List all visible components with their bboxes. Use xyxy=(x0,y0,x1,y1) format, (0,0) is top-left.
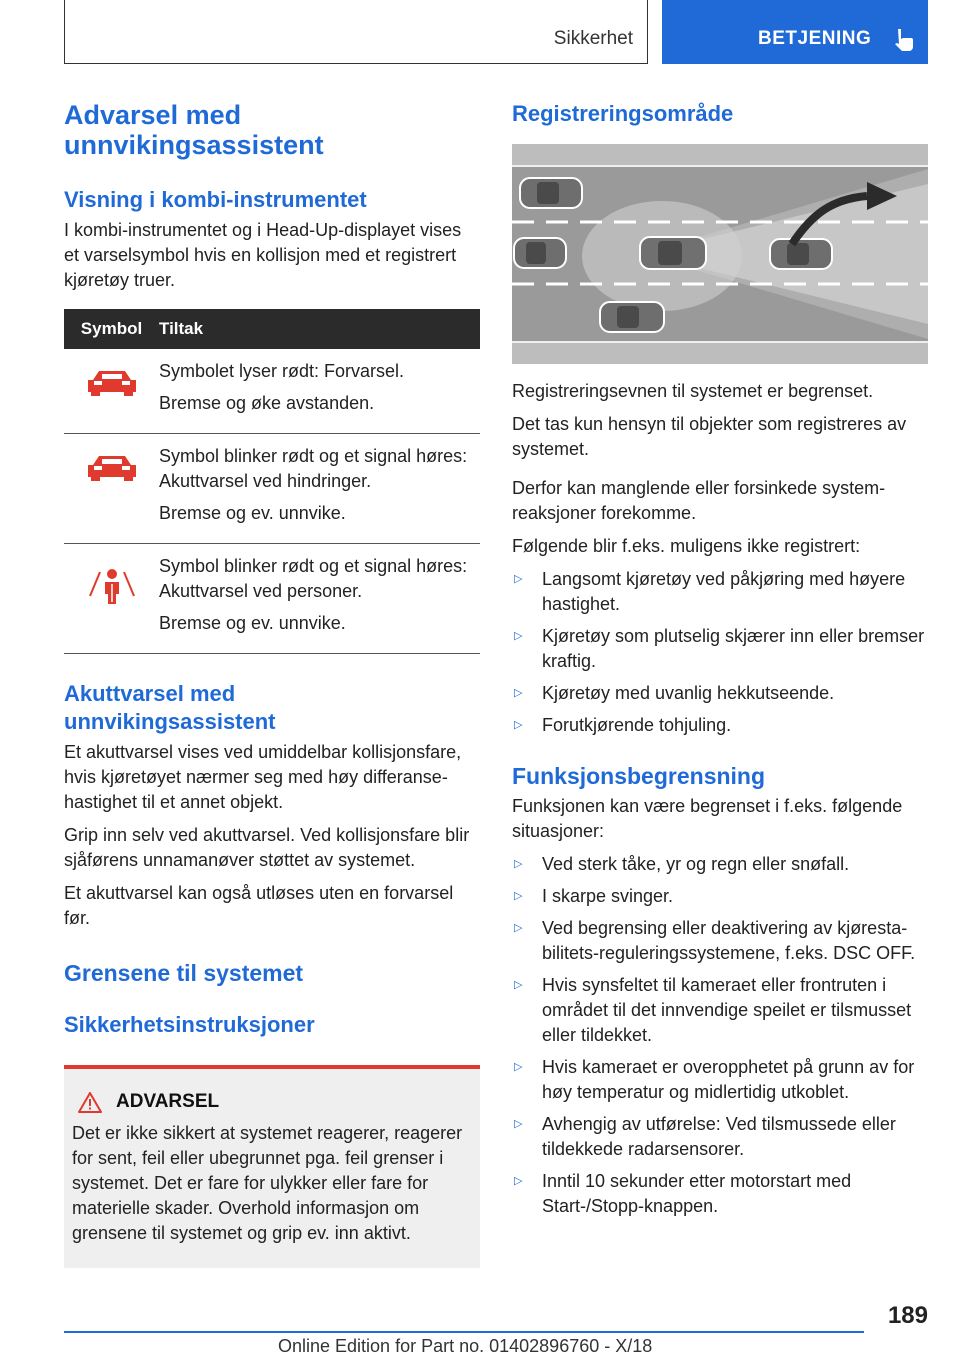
list-item: ▷ Hvis synsfeltet til kameraet eller frontruten i området til det innvendige speilet er tilsmusset eller tildekket. xyxy=(514,975,912,1045)
triangle-bullet-icon: ▷ xyxy=(514,719,523,731)
warning-text: Det er ikke sikkert at systemet reagerer, reagerer for sent, feil eller ubegrunnet pga. feil grenser i systemet. Det er fare for ulykker eller fare for materielle skader. Overhold informasjon om grensene til systemet og grip ev. inn aktivt. xyxy=(72,1123,463,1243)
list-item: ▷ Ved sterk tåke, yr og regn eller snøfall. xyxy=(514,854,850,874)
person-warning-icon xyxy=(86,562,138,606)
car-shape xyxy=(770,239,832,269)
triangle-bullet-icon: ▷ xyxy=(514,1118,523,1130)
warning-label: ADVARSEL xyxy=(116,1091,220,1112)
list-item: ▷ Avhengig av utførelse: Ved tilsmussede eller tildekkede radarsensorer. xyxy=(514,1114,896,1159)
table-header-action: Tiltak xyxy=(159,309,480,349)
list-item: ▷ I skarpe svinger. xyxy=(514,886,674,906)
safety-heading: Sikkerhetsinstruksjoner xyxy=(64,1012,315,1037)
header-section-title: Sikkerhet xyxy=(553,28,633,49)
symbol-table xyxy=(64,309,480,654)
acute-paragraph: Et akuttvarsel vises ved umiddelbar kollisjonsfare, hvis kjøretøyet nærmer seg med høy differansehastighet til et annet objekt. xyxy=(64,742,462,812)
triangle-bullet-icon: ▷ xyxy=(514,1061,523,1073)
left-column xyxy=(64,100,480,1268)
car-shape xyxy=(514,238,566,268)
list-item: ▷ Kjøretøy som plutselig skjærer inn eller bremser kraftig. xyxy=(514,626,925,671)
list-item: ▷ Ved begrensing eller deaktivering av kjørestabilitets-reguleringssystemene, f.eks. DSC OFF. xyxy=(514,918,916,963)
list-item: ▷ Inntil 10 sekunder etter motorstart med Start-/Stopp-knappen. xyxy=(514,1171,852,1216)
header-section-box xyxy=(64,0,648,64)
table-cell-line: Bremse og ev. unnvike. xyxy=(159,613,346,633)
car-shape xyxy=(600,302,664,332)
detection-area-illustration xyxy=(512,144,928,364)
registration-paragraph: Derfor kan manglende eller forsinkede systemreaksjoner forekomme. xyxy=(512,478,886,523)
triangle-bullet-icon: ▷ xyxy=(514,573,523,585)
triangle-bullet-icon: ▷ xyxy=(514,1175,523,1187)
registration-paragraph: Det tas kun hensyn til objekter som registreres av systemet. xyxy=(512,414,907,459)
page-title: Advarsel med unnvikingsassistent xyxy=(64,100,324,160)
registration-paragraph: Følgende blir f.eks. muligens ikke registrert: xyxy=(512,536,861,556)
footer-divider xyxy=(64,1331,864,1333)
function-limit-heading: Funksjonsbegrensning xyxy=(512,763,766,789)
triangle-bullet-icon: ▷ xyxy=(514,687,523,699)
list-item: ▷ Langsomt kjøretøy ved påkjøring med høyere hastighet. xyxy=(514,569,906,614)
page-header xyxy=(64,0,928,64)
function-limit-list xyxy=(512,852,928,1219)
page-number: 189 xyxy=(887,1302,928,1329)
header-chapter-title: BETJENING xyxy=(758,28,872,49)
warning-box xyxy=(64,1065,480,1268)
triangle-bullet-icon: ▷ xyxy=(514,858,523,870)
table-cell-line: Symbol blinker rødt og et signal høres: Akuttvarsel ved hindringer. xyxy=(159,446,468,491)
car-shape xyxy=(520,178,582,208)
registration-list xyxy=(512,567,928,738)
table-cell-line: Bremse og ev. unnvike. xyxy=(159,503,346,523)
list-item: ▷ Kjøretøy med uvanlig hekkutseende. xyxy=(514,683,835,703)
triangle-bullet-icon: ▷ xyxy=(514,630,523,642)
registration-paragraph: Registreringsevnen til systemet er begrenset. xyxy=(512,381,874,401)
table-header-row xyxy=(64,309,480,349)
acute-paragraph: Grip inn selv ved akuttvarsel. Ved kollisjonsfare blir sjåførens unnamanøver støttet av systemet. xyxy=(64,825,470,870)
acute-heading: Akuttvarsel med unnvikingsassistent xyxy=(64,681,276,734)
table-cell-line: Symbolet lyser rødt: Forvarsel. xyxy=(159,361,405,381)
display-text: I kombi-instrumentet og i Head-Up-displayet vises et varselsymbol hvis en kollisjon med et registrert kjøretøy truer. xyxy=(64,220,462,290)
triangle-bullet-icon: ▷ xyxy=(514,922,523,934)
triangle-bullet-icon: ▷ xyxy=(514,979,523,991)
table-cell-line: Bremse og øke avstanden. xyxy=(159,393,375,413)
triangle-bullet-icon: ▷ xyxy=(514,890,523,902)
pointing-hand-icon xyxy=(891,27,917,53)
table-header-symbol: Symbol xyxy=(64,309,159,349)
warning-triangle-icon xyxy=(78,1092,102,1113)
list-item: ▷ Hvis kameraet er overopphetet på grunn av for høy temperatur og midlertidig utkoblet. xyxy=(514,1057,915,1102)
list-item: ▷ Forutkjørende tohjuling. xyxy=(514,715,732,735)
function-limit-intro: Funksjonen kan være begrenset i f.eks. følgende situasjoner: xyxy=(512,796,903,841)
car-warning-icon xyxy=(86,367,138,397)
warning-title xyxy=(78,1091,470,1113)
car-warning-icon xyxy=(86,452,138,482)
car-shape xyxy=(640,237,706,269)
limits-heading: Grensene til systemet xyxy=(64,960,304,986)
table-row xyxy=(64,434,480,544)
header-chapter-box xyxy=(662,0,928,64)
registration-heading: Registreringsområde xyxy=(512,101,734,126)
table-row xyxy=(64,544,480,654)
table-row xyxy=(64,349,480,434)
table-cell-line: Symbol blinker rødt og et signal høres: Akuttvarsel ved personer. xyxy=(159,556,468,601)
acute-paragraph: Et akuttvarsel kan også utløses uten en forvarsel før. xyxy=(64,883,454,928)
display-heading: Visning i kombi-instrumentet xyxy=(64,187,367,212)
footer-edition: Online Edition for Part no. 01402896760 - X/18 xyxy=(278,1336,653,1356)
right-column xyxy=(512,100,928,1226)
